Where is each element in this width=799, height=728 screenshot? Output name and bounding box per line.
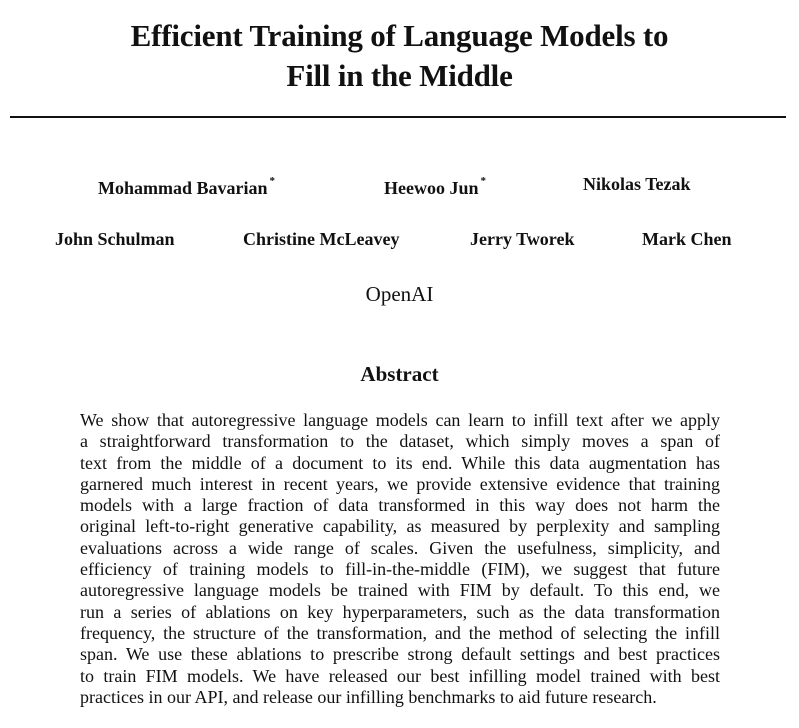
abstract-line: autoregressive language models be trained with FIM by default. To this end, we: [80, 580, 720, 601]
abstract-line: We show that autoregressive language models can learn to infill text after we apply: [80, 410, 720, 430]
abstract-line: original left-to-right generative capability, as measured by perplexity and sampling: [80, 516, 720, 537]
author-name: Christine McLeavey: [243, 229, 400, 249]
author-heewoo-jun: [384, 173, 486, 199]
author-name: Heewoo Jun: [384, 178, 479, 198]
paper-title: [0, 16, 799, 96]
author-nikolas-tezak: [583, 173, 691, 195]
paper-title-line: Fill in the Middle: [286, 58, 513, 93]
abstract-line: text from the middle of a document to its end. While this data augmentation has: [80, 452, 720, 473]
equal-contribution-mark: *: [480, 175, 486, 187]
affiliation: OpenAI: [365, 282, 434, 306]
author-jerry-tworek: [470, 228, 574, 250]
abstract-line: frequency, the structure of the transformation, and the method of selecting the infill: [80, 622, 720, 643]
abstract-line: a straightforward transformation to the dataset, which simply moves a span of: [80, 431, 720, 452]
abstract-line: efficiency of training models to fill-in-the-middle (FIM), we suggest that future: [80, 559, 720, 580]
author-christine-mcleavey: [243, 228, 399, 250]
author-john-schulman: [55, 228, 175, 250]
author-mark-chen: [642, 228, 732, 250]
abstract-line: span. We use these ablations to prescribe strong default settings and best practices: [80, 644, 720, 665]
title-rule: [10, 116, 786, 118]
author-name: Nikolas Tezak: [583, 174, 691, 194]
author-name: Mohammad Bavarian: [98, 178, 268, 198]
abstract-heading: Abstract: [360, 362, 439, 386]
abstract-line: practices in our API, and release our infilling benchmarks to aid future research.: [80, 686, 657, 707]
abstract-line: run a series of ablations on key hyperparameters, such as the data transformation: [80, 601, 720, 622]
author-name: Jerry Tworek: [470, 229, 575, 249]
abstract-line: garnered much interest in recent years, we provide extensive evidence that training: [80, 473, 720, 494]
abstract-line: evaluations across a wide range of scales. Given the usefulness, simplicity, and: [80, 537, 720, 558]
abstract-body: [80, 410, 720, 708]
author-name: John Schulman: [55, 229, 175, 249]
author-name: Mark Chen: [642, 229, 732, 249]
abstract-line: models with a large fraction of data transformed in this way does not harm the: [80, 495, 720, 516]
abstract-line: to train FIM models. We have released our best infilling model trained with best: [80, 665, 720, 686]
paper-title-line: Efficient Training of Language Models to: [130, 18, 669, 53]
equal-contribution-mark: *: [269, 175, 276, 187]
author-mohammad-bavarian: [98, 173, 275, 199]
